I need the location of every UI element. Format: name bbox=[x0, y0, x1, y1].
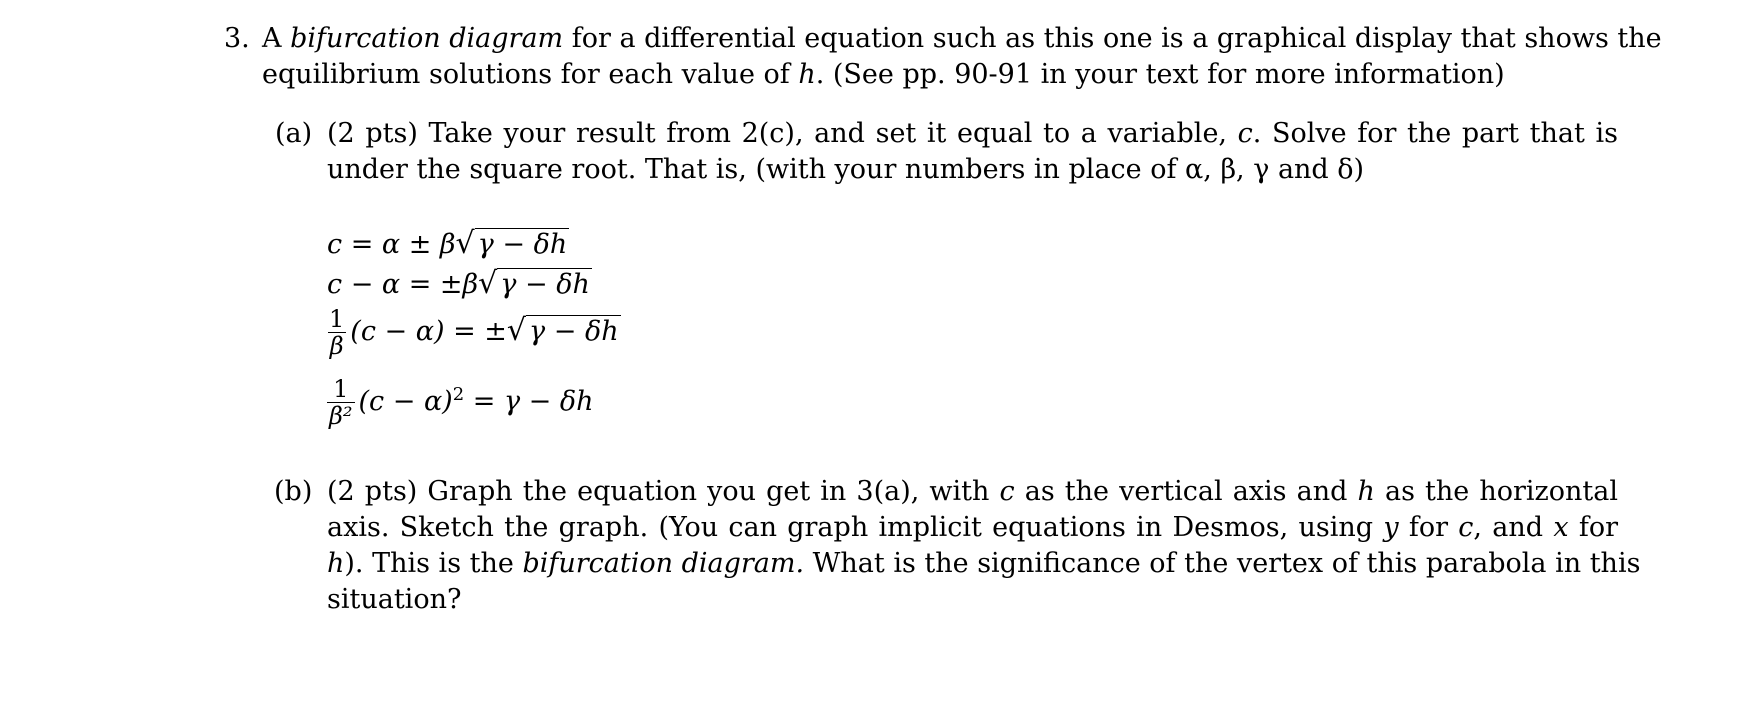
emphasis-bifurcation-diagram: bifurcation diagram. bbox=[522, 548, 805, 579]
equation-3: $\frac{1}{\beta}$ (c − α) = ±√ γ − δh bbox=[329, 305, 619, 360]
fraction-one-over-beta: $\frac{1}{\beta}$ bbox=[329, 305, 345, 360]
emphasis-bifurcation-diagram: bifurcation diagram bbox=[290, 23, 564, 54]
part-b-line-2: axis. Sketch the graph. (You can graph implicit equations in Desmos, using y for c, and x for bbox=[327, 512, 1618, 543]
part-a-line-1: (2 pts) Take your result from 2(c), and set it equal to a variable, c. Solve for the part that is bbox=[327, 118, 1618, 149]
part-b-label: (b) bbox=[274, 476, 313, 507]
problem-line-1: A bifurcation diagram for a differential equation such as this one is a graphical display that shows the bbox=[262, 23, 1662, 54]
fraction-one-over-beta-squared: $\frac{1}{\text{β²}}$ bbox=[329, 375, 353, 430]
part-a-line-2: under the square root. That is, (with your numbers in place of α, β, γ and δ) bbox=[327, 154, 1365, 185]
equation-1: c = α ± β√ γ − δh bbox=[327, 226, 568, 261]
problem-number: 3. bbox=[224, 23, 250, 54]
part-a-label: (a) bbox=[275, 118, 313, 149]
part-b-line-4: situation? bbox=[327, 584, 462, 615]
problem-line-2: equilibrium solutions for each value of h. (See pp. 90-91 in your text for more information) bbox=[262, 59, 1505, 90]
part-b-line-3: h). This is the bifurcation diagram. What is the significance of the vertex of this parabola in this bbox=[327, 548, 1641, 579]
equation-4: $\frac{1}{\text{β²}}$ $(c - \alpha)^2 = \gamma - \delta h$ bbox=[329, 375, 594, 430]
part-b-line-1: (2 pts) Graph the equation you get in 3(a), with c as the vertical axis and h as the horizontal bbox=[327, 476, 1618, 507]
equation-2: c − α = ±β√ γ − δh bbox=[327, 266, 590, 301]
